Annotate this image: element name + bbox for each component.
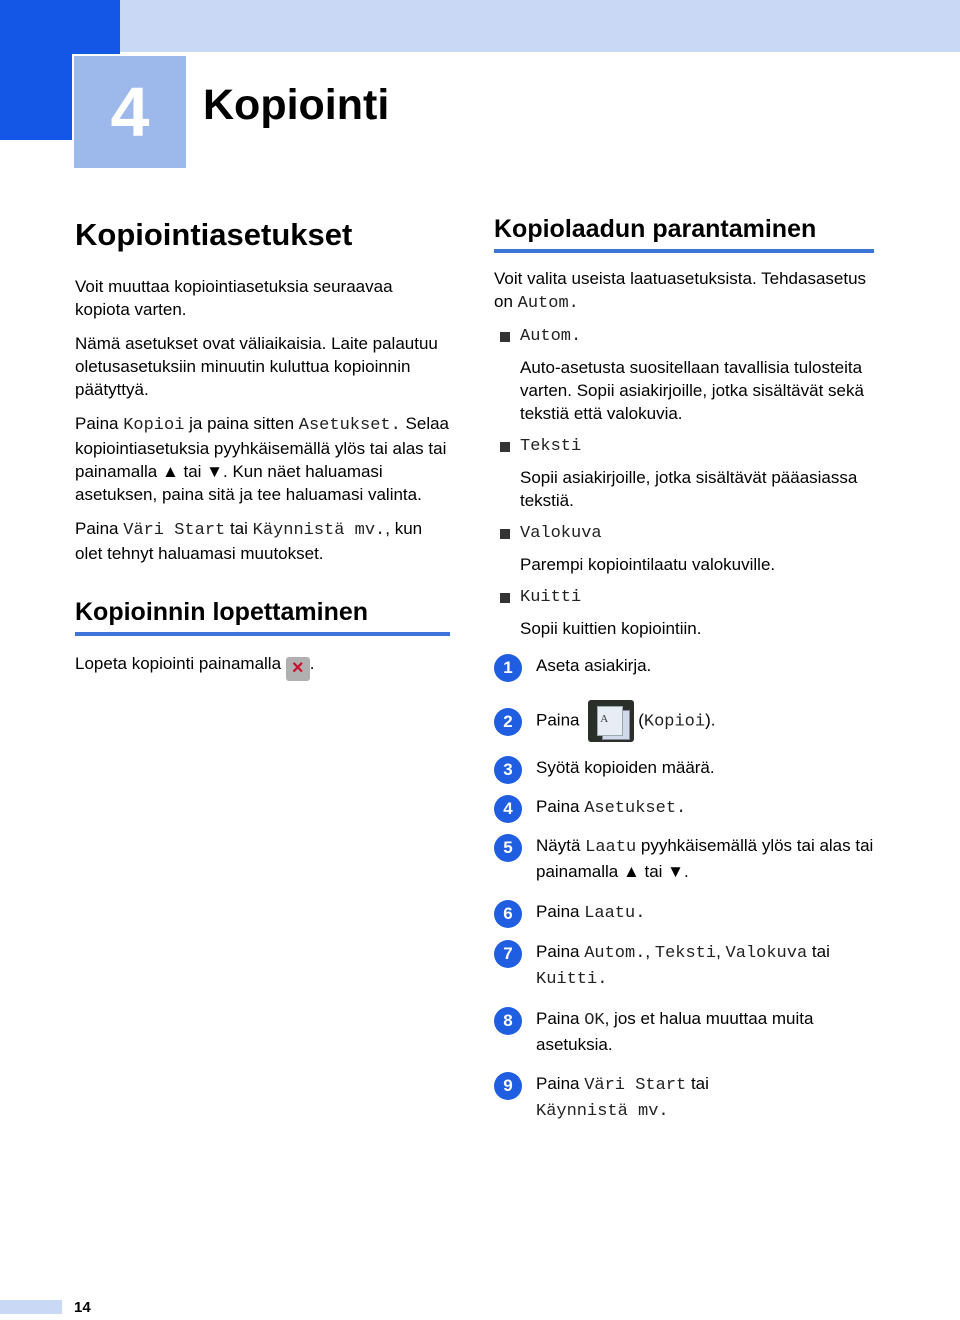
- copy-document-icon: A: [588, 700, 634, 742]
- step-number-badge: 4: [494, 795, 522, 823]
- steps-list: [494, 654, 874, 1124]
- paragraph-instructions: Paina Kopioi ja paina sitten Asetukset. Selaa kopiointiasetuksia pyyhkäisemällä ylös tai alas tai painamalla ▲ tai ▼. Kun näet haluamasi asetuksen, paina sitä ja tee haluamasi valinta.: [75, 414, 450, 505]
- step-item: 6 Paina Laatu.: [494, 900, 874, 928]
- step-number-badge: 8: [494, 1007, 522, 1035]
- quality-option: [494, 586, 874, 640]
- option-description: Auto-asetusta suositellaan tavallisia tulosteita varten. Sopii asiakirjoille, jotka sisältävät sekä tekstiä että valokuvia.: [520, 358, 864, 424]
- paragraph-intro: Voit muuttaa kopiointiasetuksia seuraavaa kopiota varten.: [75, 277, 393, 320]
- step-item: 8 Paina OK, jos et halua muuttaa muita asetuksia.: [494, 1007, 874, 1057]
- quality-option: [494, 325, 874, 425]
- step-number-badge: 6: [494, 900, 522, 928]
- subsection-heading-stop: Kopioinnin lopettaminen: [75, 597, 450, 636]
- key-kaynnista-mv: Käynnistä mv.: [252, 521, 386, 541]
- quality-options: [494, 325, 874, 640]
- step-number-badge: 7: [494, 940, 522, 968]
- step-item: 7 Paina Autom., Teksti, Valokuva tai Kuitti.: [494, 940, 874, 992]
- key-laatu: Laatu: [585, 838, 637, 858]
- key-kaynnista-mv: Käynnistä mv.: [536, 1102, 669, 1122]
- page-number: 14: [74, 1299, 91, 1316]
- quality-option: [494, 435, 874, 512]
- key-vari-start: Väri Start: [123, 521, 226, 541]
- step-number-badge: 1: [494, 654, 522, 682]
- key-asetukset: Asetukset.: [584, 799, 687, 819]
- option-name: Kuitti: [494, 586, 874, 609]
- section-heading: Kopiointiasetukset: [75, 217, 353, 252]
- key-ok: OK: [584, 1011, 605, 1031]
- step-number-badge: 3: [494, 756, 522, 784]
- key-laatu: Laatu.: [584, 904, 646, 924]
- paragraph-stop: Lopeta kopiointi painamalla × .: [75, 654, 315, 680]
- paragraph-quality-intro: Voit valita useista laatuasetuksista. Tehdasasetus on Autom.: [494, 269, 867, 314]
- step-item: 3 Syötä kopioiden määrä.: [494, 756, 874, 784]
- key-asetukset: Asetukset.: [298, 416, 401, 436]
- left-column: [75, 216, 450, 692]
- stop-x-icon: ×: [286, 657, 310, 681]
- step-number-badge: 5: [494, 834, 522, 862]
- option-description: Parempi kopiointilaatu valokuville.: [520, 555, 776, 575]
- option-name: Teksti: [494, 435, 874, 458]
- step-number-badge: 9: [494, 1072, 522, 1100]
- step-item: 1 Aseta asiakirja.: [494, 654, 874, 682]
- paragraph-temporary: Nämä asetukset ovat väliaikaisia. Laite palautuu oletusasetuksiin minuutin kuluttua kopioinnin päätyttyä.: [75, 334, 438, 400]
- step-number-badge: 2: [494, 708, 522, 736]
- paragraph-start: Paina Väri Start tai Käynnistä mv., kun olet tehnyt haluamasi muutokset.: [75, 519, 423, 564]
- option-description: Sopii kuittien kopiointiin.: [520, 619, 702, 639]
- key-kopioi: Kopioi: [123, 416, 185, 436]
- header-bar: [120, 0, 960, 52]
- key-kopioi: Kopioi: [643, 712, 706, 732]
- key-vari-start: Väri Start: [584, 1076, 687, 1096]
- key-autom: Autom.: [517, 294, 579, 314]
- chapter-number: 4: [72, 54, 188, 170]
- option-name: Valokuva: [494, 522, 874, 545]
- quality-option: [494, 522, 874, 576]
- step-item: 5 Näytä Laatu pyyhkäisemällä ylös tai alas tai painamalla ▲ tai ▼.: [494, 834, 874, 884]
- right-column: [494, 214, 874, 1124]
- chapter-title: Kopiointi: [203, 81, 390, 129]
- option-description: Sopii asiakirjoille, jotka sisältävät pääasiassa tekstiä.: [520, 468, 858, 511]
- footer-bar: [0, 1300, 62, 1314]
- section-heading-quality: Kopiolaadun parantaminen: [494, 214, 874, 253]
- step-item: 4 Paina Asetukset.: [494, 795, 874, 823]
- option-name: Autom.: [494, 325, 874, 348]
- step-item: 2 Paina A (Kopioi).: [494, 700, 874, 742]
- step-item: 9 Paina Väri Start tai Käynnistä mv.: [494, 1072, 874, 1124]
